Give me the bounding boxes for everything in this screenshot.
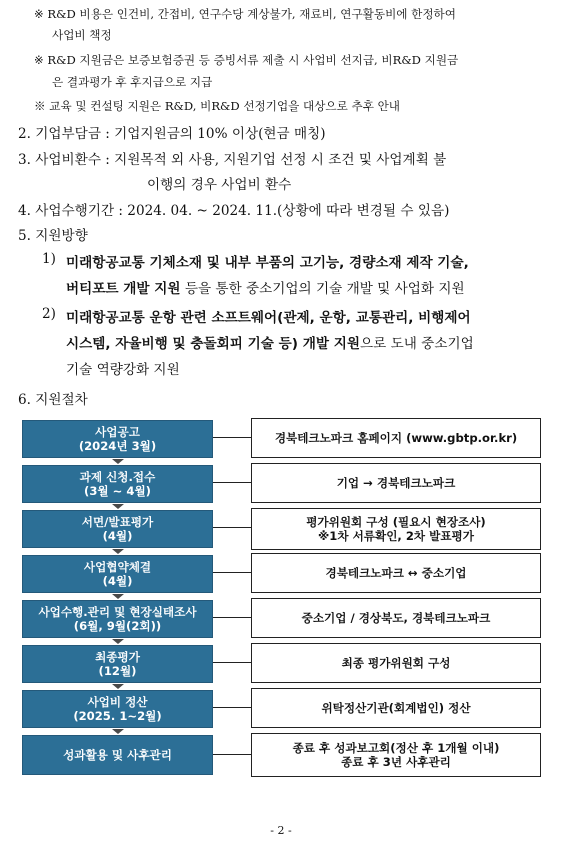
step-desc-line2: ※1차 서류확인, 2차 발표평가 xyxy=(318,529,474,543)
step-label: 사업비 정산 xyxy=(87,695,148,709)
step-connector xyxy=(213,572,251,573)
down-arrow-icon xyxy=(112,459,124,464)
note-rnd-cost: ※ R&D 비용은 인건비, 간접비, 연구수당 계상불가, 재료비, 연구활동비에 한정하여 xyxy=(34,7,456,21)
sub2-line2-bold: 시스템, 자율비행 및 충돌회피 기술 등) 개발 지원 xyxy=(66,336,361,352)
step-box xyxy=(22,465,213,503)
step-label: 사업공고 xyxy=(95,425,140,439)
item-refund-cont: 이행의 경우 사업비 환수 xyxy=(147,177,292,193)
step-box xyxy=(22,735,213,775)
step-description xyxy=(251,598,541,638)
step-connector xyxy=(213,662,251,663)
item-period: 4. 사업수행기간 : 2024. 04. ~ 2024. 11.(상황에 따라 변경될 수 있음) xyxy=(18,203,450,219)
note-education: ※ 교육 및 컨설팅 지원은 R&D, 비R&D 선정기업을 대상으로 추후 안내 xyxy=(34,99,400,113)
step-label: 사업수행.관리 및 현장실태조사 xyxy=(38,605,197,619)
down-arrow-icon xyxy=(112,729,124,734)
step-connector xyxy=(213,482,251,483)
step-label: 성과활용 및 사후관리 xyxy=(63,748,172,762)
step-label: 서면/발표평가 xyxy=(81,515,154,529)
sub2-line3: 기술 역량강화 지원 xyxy=(66,362,180,378)
sub2-line1: 미래항공교통 운항 관련 소프트웨어(관제, 운항, 교통관리, 비행제어 xyxy=(66,310,471,326)
step-period: (2025. 1~2월) xyxy=(73,709,162,723)
down-arrow-icon xyxy=(112,549,124,554)
step-description xyxy=(251,733,541,777)
sub2-line2-rest: 으로 도내 중소기업 xyxy=(360,336,474,352)
down-arrow-icon xyxy=(112,639,124,644)
note-rnd-cost-cont: 사업비 책정 xyxy=(52,28,112,42)
step-period: (2024년 3월) xyxy=(78,439,157,453)
step-desc-line1: 평가위원회 구성 (필요시 현장조사) xyxy=(306,515,486,529)
sub1-line2-rest: 등을 통한 중소기업의 기술 개발 및 사업화 지원 xyxy=(180,281,465,297)
step-desc-line1: 경북테크노파크 홈페이지 (www.gbtp.or.kr) xyxy=(274,431,518,445)
note-rnd-payment: ※ R&D 지원금은 보증보험증권 등 증빙서류 제출 시 사업비 선지급, 비R&D 지원금 xyxy=(34,53,459,67)
step-period: (4월) xyxy=(102,574,133,588)
item-refund: 3. 사업비환수 : 지원목적 외 사용, 지원기업 선정 시 조건 및 사업계획 불 xyxy=(18,152,447,168)
step-desc-line1: 중소기업 / 경상북도, 경북테크노파크 xyxy=(301,611,491,625)
sub1-line2-bold: 버티포트 개발 지원 xyxy=(66,281,181,297)
step-description xyxy=(251,688,541,728)
step-label: 과제 신청.접수 xyxy=(79,470,156,484)
step-connector xyxy=(213,437,251,438)
step-description xyxy=(251,508,541,550)
step-period: (3월 ~ 4월) xyxy=(84,484,151,498)
step-connector xyxy=(213,754,251,755)
step-box xyxy=(22,690,213,728)
step-desc-line1: 경북테크노파크 ↔ 중소기업 xyxy=(325,566,467,580)
step-period: (6월, 9월(2회)) xyxy=(73,619,162,633)
step-connector xyxy=(213,527,251,528)
step-desc-line1: 위탁정산기관(회계법인) 정산 xyxy=(321,701,471,715)
step-desc-line1: 최종 평가위원회 구성 xyxy=(341,656,451,670)
step-box xyxy=(22,555,213,593)
step-description xyxy=(251,643,541,683)
step-desc-line2: 종료 후 3년 사후관리 xyxy=(341,755,451,769)
step-box xyxy=(22,645,213,683)
step-period: (4월) xyxy=(102,529,133,543)
down-arrow-icon xyxy=(112,594,124,599)
step-desc-line1: 종료 후 성과보고회(정산 후 1개월 이내) xyxy=(292,741,500,755)
step-period: (12월) xyxy=(98,664,137,678)
note-rnd-payment-cont: 은 결과평가 후 후지급으로 지급 xyxy=(52,75,213,89)
step-box xyxy=(22,420,213,458)
step-desc-line1: 기업 → 경북테크노파크 xyxy=(336,476,456,490)
step-label: 사업협약체결 xyxy=(83,560,152,574)
down-arrow-icon xyxy=(112,684,124,689)
sub2-line2 xyxy=(66,332,474,352)
step-label: 최종평가 xyxy=(95,650,140,664)
step-box xyxy=(22,600,213,638)
item-direction: 5. 지원방향 xyxy=(18,228,88,244)
item-procedure: 6. 지원절차 xyxy=(18,392,88,408)
page-number: - 2 - xyxy=(270,824,292,837)
item-contribution: 2. 기업부담금 : 기업지원금의 10% 이상(현금 매칭) xyxy=(18,126,326,142)
sub2-number: 2) xyxy=(42,306,56,322)
step-connector xyxy=(213,707,251,708)
sub1-line1: 미래항공교통 기체소재 및 내부 부품의 고기능, 경량소재 제작 기술, xyxy=(66,255,469,271)
step-connector xyxy=(213,617,251,618)
step-description xyxy=(251,463,541,503)
step-description xyxy=(251,418,541,458)
down-arrow-icon xyxy=(112,504,124,509)
step-description xyxy=(251,553,541,593)
step-box xyxy=(22,510,213,548)
sub1-number: 1) xyxy=(42,251,56,267)
sub1-line2 xyxy=(66,277,465,297)
